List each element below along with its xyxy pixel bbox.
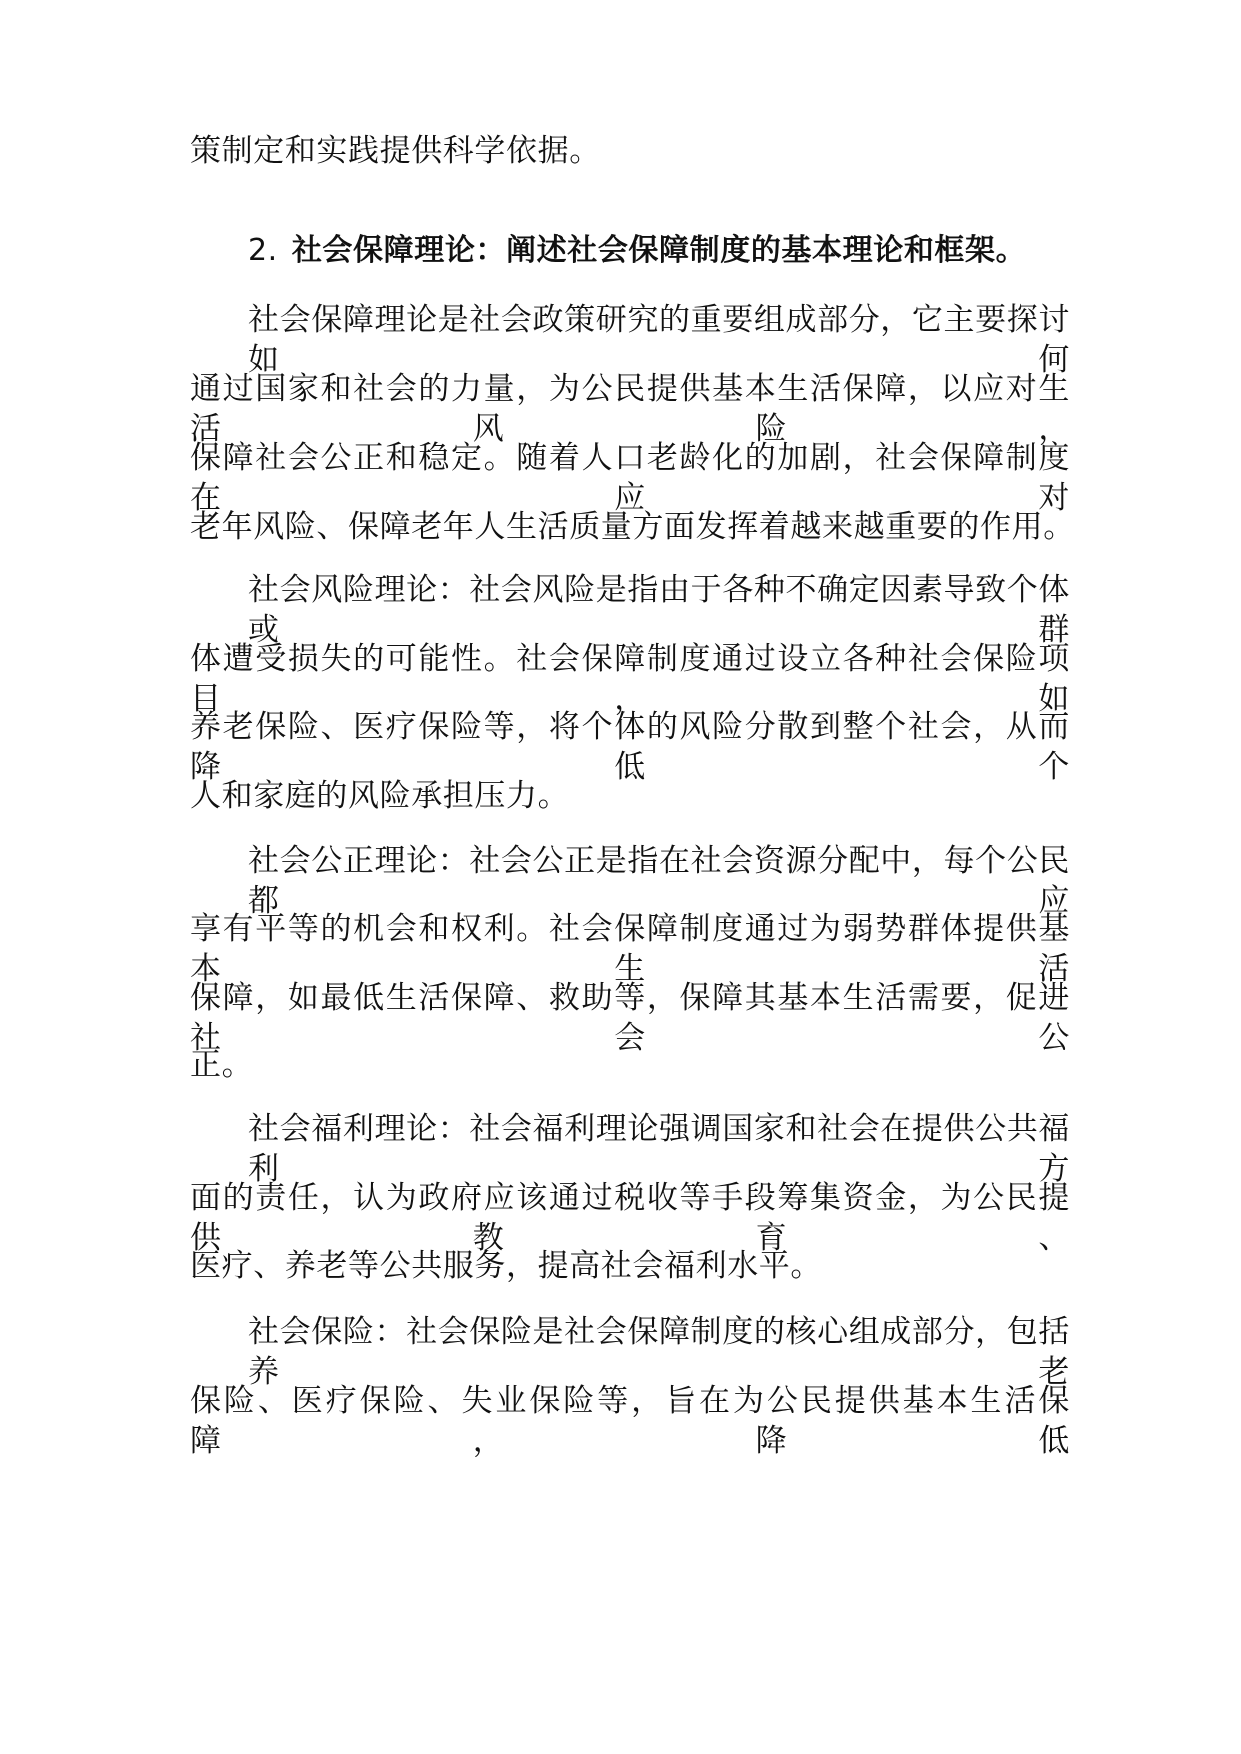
text-line: 保障社会公正和稳定。随着人口老龄化的加剧，社会保障制度在应对 [190, 440, 1070, 516]
text-line: 社会保障理论是社会政策研究的重要组成部分，它主要探讨如何 [248, 302, 1070, 378]
text-line: 保险、医疗保险、失业保险等，旨在为公民提供基本生活保障，降低 [190, 1383, 1070, 1459]
heading-text: 社会保障理论：阐述社会保障制度的基本理论和框架。 [291, 233, 1027, 268]
text-line: 面的责任，认为政府应该通过税收等手段筹集资金，为公民提供教育、 [190, 1180, 1070, 1256]
text-line: 通过国家和社会的力量，为公民提供基本生活保障，以应对生活风险， [190, 371, 1070, 447]
text-line: 人和家庭的风险承担压力。 [190, 778, 570, 814]
text-line: 老年风险、保障老年人生活质量方面发挥着越来越重要的作用。 [190, 509, 1075, 545]
text-line: 策制定和实践提供科学依据。 [190, 133, 601, 169]
text-line: 养老保险、医疗保险等，将个体的风险分散到整个社会，从而降低个 [190, 709, 1070, 785]
text-line: 正。 [190, 1047, 254, 1083]
text-line: 社会风险理论：社会风险是指由于各种不确定因素导致个体或群 [248, 572, 1070, 648]
text-line: 保障，如最低生活保障、救助等，保障其基本生活需要，促进社会公 [190, 980, 1070, 1056]
text-line: 体遭受损失的可能性。社会保障制度通过设立各种社会保险项目，如 [190, 641, 1070, 717]
text-line: 医疗、养老等公共服务，提高社会福利水平。 [190, 1248, 822, 1284]
text-line: 社会福利理论：社会福利理论强调国家和社会在提供公共福利方 [248, 1111, 1070, 1187]
text-line: 社会保险：社会保险是社会保障制度的核心组成部分，包括养老 [248, 1314, 1070, 1390]
section-heading [248, 231, 1128, 271]
text-line: 社会公正理论：社会公正是指在社会资源分配中，每个公民都应 [248, 843, 1070, 919]
heading-number: 2. [248, 233, 278, 268]
text-line: 享有平等的机会和权利。社会保障制度通过为弱势群体提供基本生活 [190, 911, 1070, 987]
